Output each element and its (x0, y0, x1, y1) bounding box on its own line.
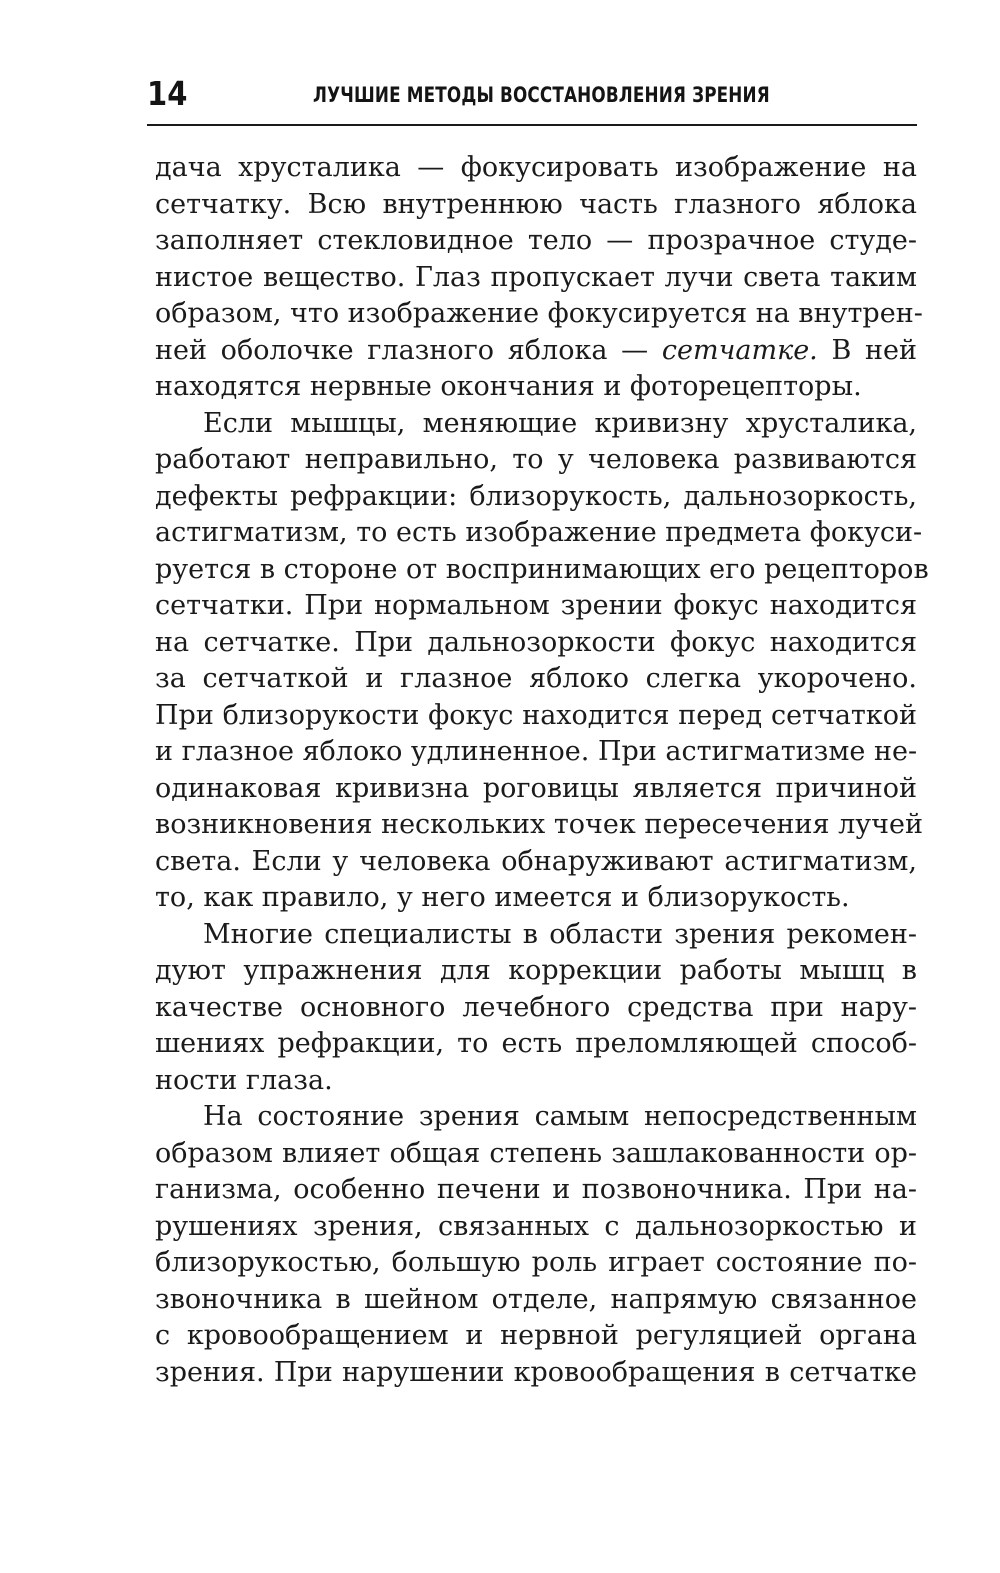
text-line: возникновения нескольких точек пересечения лучей (155, 809, 923, 840)
text-line: сетчатку. Всю внутреннюю часть глазного яблока (155, 188, 917, 220)
header-rule (147, 124, 917, 126)
text-line: дуют упражнения для коррекции работы мышц в (155, 955, 917, 986)
text-line-with-emphasis (155, 333, 917, 370)
text-line: На состояние зрения самым непосредственным (203, 1101, 917, 1132)
text-line: Многие специалисты в области зрения рекомен- (203, 918, 917, 950)
paragraph-4 (155, 1099, 917, 1391)
body-text (155, 150, 929, 1391)
text-line: образом, что изображение фокусируется на внутрен- (155, 298, 923, 329)
text-line: звоночника в шейном отделе, напрямую связанное (155, 1283, 917, 1315)
text-line: заполняет стекловидное тело — прозрачное студе- (155, 225, 917, 256)
paragraph-3 (155, 917, 917, 1100)
text-line: одинаковая кривизна роговицы является причиной (155, 772, 917, 804)
text-line: за сетчаткой и глазное яблоко слегка укорочено. (155, 663, 917, 694)
text-line: нистое вещество. Глаз пропускает лучи света таким (155, 261, 917, 293)
text-line: на сетчатке. При дальнозоркости фокус находится (155, 626, 917, 658)
text-line: ганизма, особенно печени и позвоночника. При на- (155, 1174, 917, 1205)
text-line: то, как правило, у него имеется и близорукость. (155, 882, 850, 913)
text-line: рушениях зрения, связанных с дальнозоркостью и (155, 1210, 917, 1242)
running-title: ЛУЧШИЕ МЕТОДЫ ВОССТАНОВЛЕНИЯ ЗРЕНИЯ (313, 83, 770, 107)
page-header (147, 74, 917, 122)
text-line: находятся нервные окончания и фоторецепторы. (155, 371, 862, 402)
text-line: дефекты рефракции: близорукость, дальнозоркость, (155, 480, 917, 512)
paragraph-1 (155, 150, 923, 406)
text-line: руется в стороне от воспринимающих его рецепторов (155, 553, 929, 585)
paragraph-2 (155, 406, 929, 917)
text-line: качестве основного лечебного средства при нару- (155, 991, 917, 1023)
emphasized-term: сетчатке. (661, 334, 818, 366)
text-run: В ней (817, 334, 918, 366)
text-line: Если мышцы, меняющие кривизну хрусталика, (203, 407, 917, 439)
text-line: зрения. При нарушении кровообращения в сетчатке (155, 1356, 917, 1388)
text-line: сетчатки. При нормальном зрении фокус находится (155, 590, 917, 621)
text-line: работают неправильно, то у человека развиваются (155, 444, 917, 475)
text-run: ней оболочке глазного яблока — (155, 334, 662, 366)
text-line: с кровообращением и нервной регуляцией органа (155, 1320, 917, 1351)
text-line: дача хрусталика — фокусировать изображение на (155, 152, 917, 183)
text-line: шениях рефракции, то есть преломляющей способ- (155, 1028, 917, 1059)
text-line: При близорукости фокус находится перед сетчаткой (155, 699, 917, 731)
text-line: света. Если у человека обнаруживают астигматизм, (155, 845, 917, 877)
text-line: ности глаза. (155, 1064, 333, 1096)
text-line: и глазное яблоко удлиненное. При астигматизме не- (155, 736, 918, 767)
text-line: астигматизм, то есть изображение предмета фокуси- (155, 517, 923, 548)
page-number: 14 (147, 74, 188, 113)
text-line: образом влияет общая степень зашлакованности ор- (155, 1137, 917, 1169)
text-line: близорукостью, большую роль играет состояние по- (155, 1247, 917, 1278)
